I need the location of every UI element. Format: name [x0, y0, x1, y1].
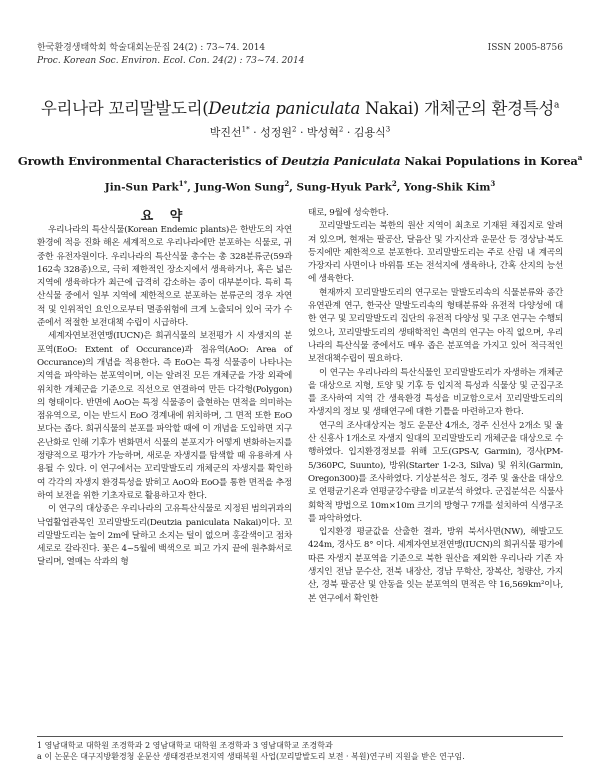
- journal-citation-ko: 한국환경생태학회 학술대회논문집 24(2) : 73~74. 2014: [37, 43, 266, 53]
- left-column: [37, 224, 292, 570]
- journal-header: [37, 42, 563, 68]
- title-english: Growth Environmental Characteristics of Deutzia Paniculata Nakai Populations in Korea$^a$: [17, 153, 583, 168]
- author-name: Yong-Shik Kim: [403, 181, 491, 194]
- author-name: Jin-Sun Park: [104, 181, 179, 194]
- author-affiliation-mark: 2: [338, 125, 344, 134]
- author-name: 박성혁: [307, 126, 339, 139]
- author-affiliation-mark: 2: [284, 179, 290, 188]
- author-name: Jung-Won Sung: [194, 181, 285, 194]
- footnote-divider: [37, 736, 563, 737]
- author-affiliation-mark: 1*: [241, 125, 250, 134]
- title-korean: 우리나라 꼬리말발도리(Deutzia paniculata Nakai) 개체군의 환경특성$^a$: [40, 99, 560, 118]
- paragraph: 입지환경 평균값을 산출한 결과, 방위 북서사면(NW), 해발고도 424m, 경사도 8° 이다. 세계자연보전연맹(IUCN)의 희귀식물 평가에 따른 자생지 분포역을 기준으로 북한 원산을 제외한 우리나라 기존 자생지인 전남 문수산, 전북 내장산, 경남 무학산, 장복산, 청량산, 가지산, 경북 팔공산 및 안동을 잇는 분포역의 면적은 약 16,569km²이나, 본 연구에서 확인한: [308, 527, 563, 604]
- author-name: 박진선: [209, 126, 242, 139]
- paragraph: 꼬리말발도리는 북한의 원산 지역이 최초로 기재된 채집지로 알려져 있으며, 현재는 팔공산, 달음산 및 가지산과 운문산 등 경상남·북도 등지에만 제한적으로 분포한다. 꼬리말발도리는 주로 산림 내 계곡의 가장자리 사면이나 바위틈 또는 전석지에 생육하나, 간혹 산지의 능선에 생육한다.: [308, 221, 563, 285]
- author-affiliation-mark: 2: [391, 179, 397, 188]
- author-affiliation-mark: 1*: [178, 179, 188, 188]
- footnote-affiliation: 1 영남대학교 대학원 조경학과 2 영남대학교 대학원 조경학과 3 영남대학교 조경학과: [37, 741, 333, 750]
- journal-citation-en: Proc. Korean Soc. Environ. Ecol. Con. 24(2) : 73~74. 2014: [37, 56, 305, 66]
- abstract-heading: 요 약: [140, 209, 189, 224]
- author-affiliation-mark: 3: [490, 179, 496, 188]
- paragraph: 우리나라의 특산식물(Korean Endemic plants)은 한반도의 자연환경에 적응 진화 해온 세계적으로 우리나라에만 분포하는 식물로, 귀중한 유전자원이다. 우리나라의 특산식물 총수는 총 328분류군(59과 162속 328종)으로, 극히 제한적인 장소지에서 생육하거나, 혹은 넓은 지역에 생육하다가 최근에 급격히 감소하는 종이 대부분이다. 특히 특산식물 중에서 일부 지역에 제한적으로 분포하는 분류군의 경우 자연적 및 인위적인 요인으로부터 멸종위험에 크게 노출되어 있어 국가 수준에서 적절한 보전대책 수립이 시급하다.: [37, 225, 292, 329]
- paragraph: 연구의 조사대상지는 청도 운문산 4개소, 경주 신선사 2개소 및 울산 신흥사 1개소로 자생지 일대의 꼬리말발도리 개체군을 대상으로 수행하였다. 입지환경정보를 위해 고도(GPS-V, Garmin), 경사(PM-5/360PC, Suunto), 방위(Starter 1-2-3, Silva) 및 위치(Garmin, Oregon300)를 조사하였다. 기상분석은 청도, 경주 및 울산을 대상으로 연평균기온과 연평균강수량을 비교분석 하였다. 군집분석은 식물사회학적 방법으로 10m×10m 크기의 방형구 7개를 설치하여 식생구조를 파악하였다.: [308, 420, 563, 524]
- author-name: 김용식: [353, 126, 386, 139]
- right-column: [308, 207, 563, 606]
- authors-english: Jin-Sun Park$^{1*}$, Jung-Won Sung$^2$, Sung-Hyuk Park$^2$, Yong-Shik Kim$^3$: [104, 179, 496, 194]
- authors-korean: 박진선$^{1*}$ · 성정원$^2$ · 박성혁$^2$ · 김용식$^3$: [209, 125, 391, 139]
- paragraph: 이 연구는 우리나라의 특산식물인 꼬리말발도리가 자생하는 개체군을 대상으로 지형, 토양 및 기후 등 입지적 특성과 식물상 및 군집구조를 조사하여 지역 간 생육환경 특성을 비교함으로서 꼬리말발도리의 자생지의 정보 및 생태연구에 대한 기틀을 마련하고자 한다.: [308, 367, 563, 418]
- paragraph: 세계자연보전연맹(IUCN)은 희귀식물의 보전평가 시 자생지의 분포역(EoO: Extent of Occurance)과 점유역(AoO: Area of Occurance)의 개념을 적용한다. 즉 EoO는 특정 식물종이 나타나는 지역을 파악하는 분포역이며, 이는 알려진 모든 개체군을 가장 외곽에 위치한 개체군을 기준으로 직선으로 연결하여 만든 다각형(Polygon)의 형태이다. 반면에 AoO는 특정 식물종이 출현하는 면적을 의미하는 점유역으로, 이는 반드시 EoO 경계내에 위치하며, 그 면적 또한 EoO 보다는 좁다. 희귀식물의 분포를 파악할 때에 이 개념을 도입하면 지구온난화로 인해 기후가 변화면서 식물의 분포지가 어떻게 변화하는지를 정량적으로 평가가 가능하며, 새로운 자생지를 탐색할 때 유용하게 사용될 수 있다. 이 연구에서는 꼬리말발도리 개체군의 자생지를 확인하여 각각의 자생지 환경특성을 밝히고 AoO와 EoO를 통한 면적을 추정하여 보전을 위한 기초자료로 활용하고자 한다.: [37, 331, 292, 501]
- author-name: Sung-Hyuk Park: [296, 181, 392, 194]
- author-affiliation-mark: 3: [385, 125, 391, 134]
- issn: ISSN 2005-8756: [487, 43, 563, 53]
- footnote-funding: a 이 논문은 대구지방환경청 운문산 생태경관보전지역 생태복원 사업(꼬리말발도리 보전 · 복원)연구비 지원을 받은 연구임.: [37, 752, 465, 761]
- author-affiliation-mark: 2: [292, 125, 297, 134]
- paragraph: 이 연구의 대상종은 우리나라의 고유특산식물로 지정된 범의귀과의 낙엽활엽관목인 꼬리말발도리(Deutzia paniculata Nakai)이다. 꼬리말발도리는 높이 2m에 달하고 소지는 털이 없으며 홍갈색이고 점차 세로로 갈라진다. 꽃은 4~5월에 백색으로 피고 가지 끝에 원추화서로 달리며, 열매는 삭과의 형: [37, 504, 292, 568]
- paragraph: 태로, 9월에 성숙한다.: [308, 208, 389, 218]
- footnotes: [37, 740, 563, 762]
- author-name: 성정원: [260, 126, 293, 139]
- paragraph: 현재까지 꼬리말발도리의 연구로는 말발도리속의 식물분류와 종간유연관계 연구, 한국산 말발도리속의 형태분류와 유전적 다양성에 대한 연구 및 꼬리말발도리 집단의 유전적 다양성 및 구조 연구는 수행되었으나, 꼬리말발도리의 생태학적인 측면의 연구는 아직 없으며, 우리나라의 특산식물 중에서도 매우 좁은 분포역을 가지고 있어 적극적인 보전대책수립이 필요하다.: [308, 287, 563, 365]
